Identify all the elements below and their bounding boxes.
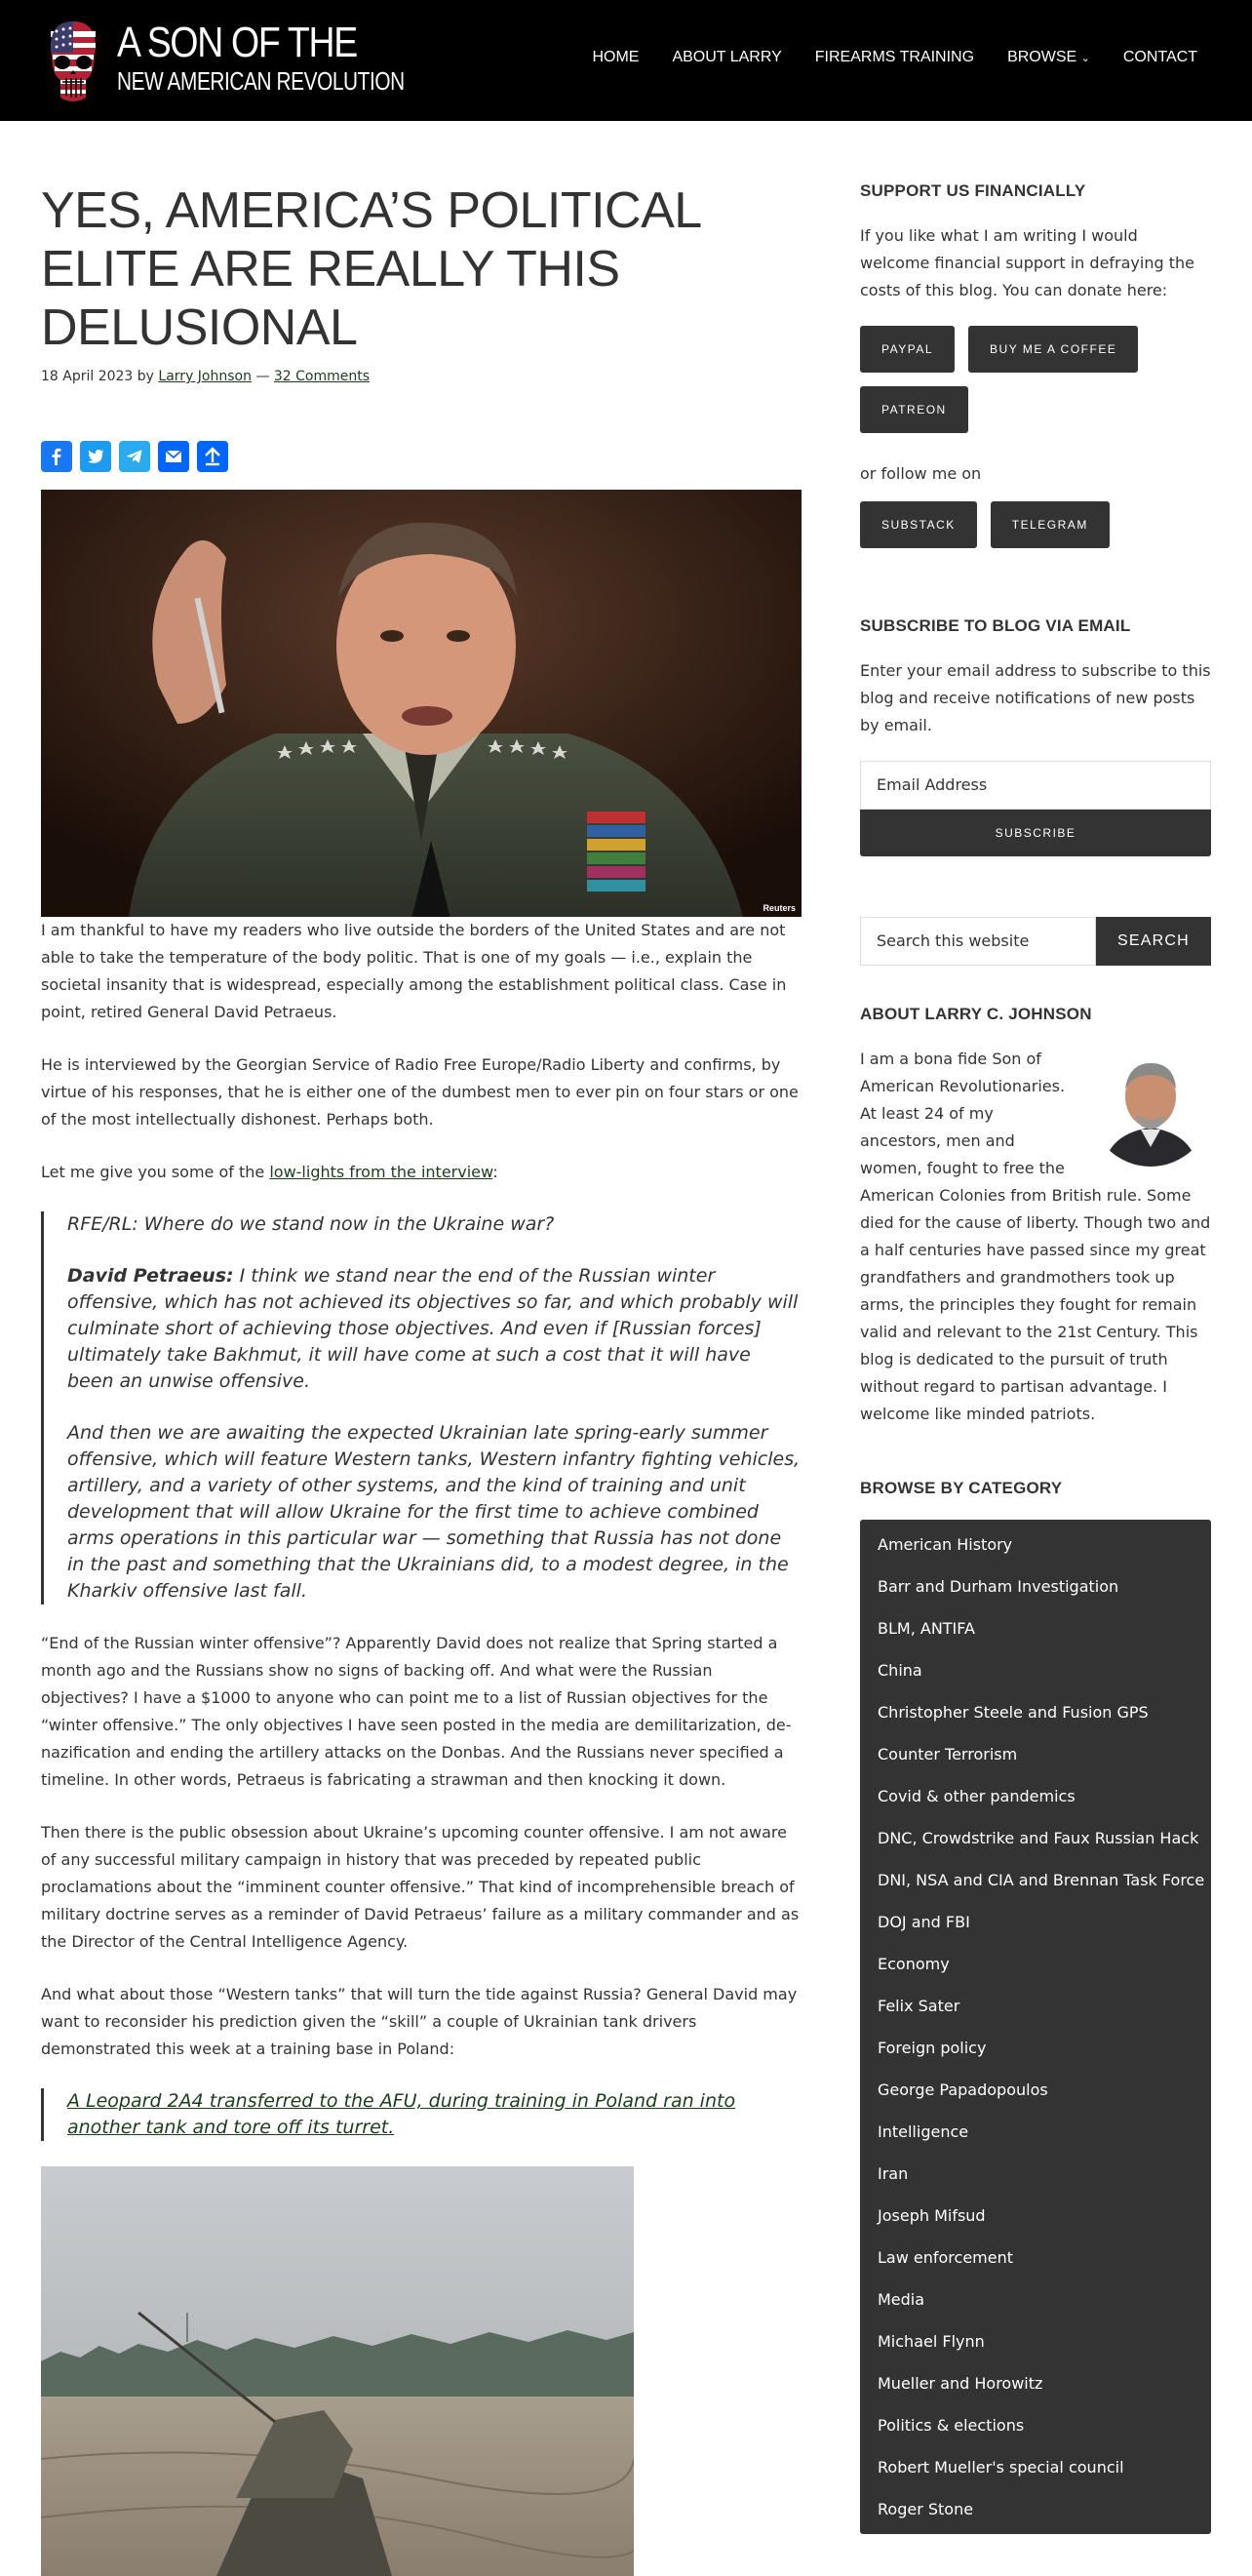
nav-firearms-training[interactable]: FIREARMS TRAINING: [814, 49, 975, 65]
meta-separator: —: [255, 369, 270, 384]
category-item[interactable]: DOJ and FBI: [878, 1913, 970, 1931]
share-bar: [41, 441, 802, 472]
support-title: SUPPORT US FINANCIALLY: [860, 181, 1086, 200]
category-item[interactable]: American History: [878, 1535, 1013, 1554]
category-list: [860, 1520, 1211, 2534]
category-item[interactable]: Mueller and Horowitz: [878, 2374, 1043, 2393]
paragraph-1: I am thankful to have my readers who live outside the borders of the United States and are not able to take the temperature of the body politic. That is one of my goals — i.e., explain the societal insanity that is widespread, especially among the establishment political class. Case in point, retired General David Petraeus.: [41, 921, 787, 1021]
follow-buttons: [860, 501, 1211, 548]
article: [41, 181, 802, 2576]
category-item[interactable]: Politics & elections: [878, 2416, 1025, 2435]
paragraph-3: [41, 1159, 802, 1186]
category-item[interactable]: Intelligence: [878, 2122, 969, 2141]
category-item[interactable]: Counter Terrorism: [878, 1745, 1018, 1764]
category-item[interactable]: Covid & other pandemics: [878, 1787, 1076, 1805]
logo-subtitle: NEW AMERICAN REVOLUTION: [117, 66, 405, 96]
interview-quote: [41, 1211, 802, 1605]
category-item[interactable]: DNC, Crowdstrike and Faux Russian Hack: [878, 1829, 1199, 1847]
photo-credit: Reuters: [763, 903, 796, 913]
chevron-down-icon: ⌄: [1080, 53, 1090, 64]
leopard-link[interactable]: A Leopard 2A4 transferred to the AFU, during training in Poland ran into another tank and tore off its turret.: [67, 2090, 736, 2138]
category-item[interactable]: China: [878, 1661, 922, 1680]
donate-buttons: [860, 326, 1211, 433]
patreon-button[interactable]: PATREON: [860, 386, 968, 433]
nav-contact[interactable]: CONTACT: [1122, 49, 1197, 65]
browse-widget: [860, 1479, 1211, 2534]
post-meta: [41, 369, 802, 384]
paragraph-3-pre: Let me give you some of the: [41, 1163, 270, 1181]
author-avatar: [1090, 1046, 1211, 1167]
subscribe-title: SUBSCRIBE TO BLOG VIA EMAIL: [860, 616, 1131, 635]
category-item[interactable]: Joseph Mifsud: [878, 2206, 986, 2225]
quote-answer-1-text: I think we stand near the end of the Russian winter offensive, which has not achieved its objectives so far, and which probably will culminate short of achieving those objectives. And even if [Russian forces] ultimately take Bakhmut, it will have come at such a cost that it will have been an unwise offensive.: [67, 1265, 799, 1392]
category-item[interactable]: Robert Mueller's special council: [878, 2458, 1124, 2477]
category-item[interactable]: Roger Stone: [878, 2500, 974, 2518]
post-date: 18 April 2023: [41, 369, 134, 384]
post-by: by: [137, 369, 154, 384]
facebook-share-icon[interactable]: [41, 441, 72, 472]
leopard-quote: [41, 2088, 802, 2141]
paragraph-3-post: :: [492, 1163, 498, 1181]
search-widget: [860, 917, 1211, 966]
paragraph-4: “End of the Russian winter offensive”? Apparently David does not realize that Spring started a month ago and the Russians show no signs of backing off. And what were the Russian objectives? I have a $1000 to anyone who can point me to a list of Russian objectives for the “winter offensive.” The only objectives I have seen posted in the media are demilitarization, de-nazification and ending the artillery attacks on the Donbas. And the Russians never specified a timeline. In other words, Petraeus is fabricating a strawman and then knocking it down.: [41, 1634, 792, 1789]
about-title: ABOUT LARRY C. JOHNSON: [860, 1005, 1092, 1023]
sidebar: [860, 181, 1211, 2534]
browse-title: BROWSE BY CATEGORY: [860, 1479, 1063, 1497]
category-item[interactable]: BLM, ANTIFA: [878, 1619, 975, 1638]
site-header: [0, 0, 1252, 121]
category-item[interactable]: DNI, NSA and CIA and Brennan Task Force: [878, 1871, 1205, 1889]
quote-speaker: David Petraeus:: [67, 1265, 234, 1287]
category-item[interactable]: Christopher Steele and Fusion GPS: [878, 1703, 1149, 1722]
quote-answer-2: And then we are awaiting the expected Ukrainian late spring-early summer offensive, which will feature Western tanks, Western infantry fighting vehicles, artillery, and a variety of other systems, and the kind of training and unit development that will allow Ukraine for the first time to achieve combined arms operations in this particular war — something that Russia has not done in the past and something that the Ukrainians did, to a modest degree, in the Kharkiv offensive last fall.: [67, 1422, 801, 1602]
about-text: I am a bona fide Son of American Revolutionaries. At least 24 of my ancestors, men and women, fought to free the American Colonies from British rule. Some died for the cause of liberty. Though two and a half centuries have passed since my great grandfathers and grandmothers took up arms, the principles they fought for remain valid and relevant to the 21st Century. This blog is dedicated to the pursuit of truth without regard to partisan advantage. I welcome like minded patriots.: [860, 1050, 1211, 1423]
nav-browse-label: BROWSE: [1007, 49, 1077, 65]
search-button[interactable]: SEARCH: [1096, 917, 1211, 966]
nav-about-larry[interactable]: ABOUT LARRY: [672, 49, 782, 65]
email-share-icon[interactable]: [158, 441, 189, 472]
paragraph-2: He is interviewed by the Georgian Service of Radio Free Europe/Radio Liberty and confirms, by virtue of his responses, that he is either one of the dumbest men to ever pin on four stars or one of the most intellectually dishonest. Perhaps both.: [41, 1055, 799, 1129]
category-item[interactable]: Economy: [878, 1955, 950, 1973]
author-link[interactable]: Larry Johnson: [158, 369, 252, 384]
category-item[interactable]: Law enforcement: [878, 2248, 1014, 2267]
email-field[interactable]: Email Address: [860, 761, 1211, 810]
subscribe-widget: [860, 616, 1211, 856]
category-item[interactable]: Foreign policy: [878, 2039, 987, 2057]
category-item[interactable]: Media: [878, 2290, 925, 2309]
search-input[interactable]: Search this website: [860, 917, 1096, 966]
quote-question: RFE/RL: Where do we stand now in the Ukraine war?: [67, 1213, 555, 1235]
subscribe-button[interactable]: SUBSCRIBE: [860, 810, 1211, 856]
buy-me-a-coffee-button[interactable]: BUY ME A COFFEE: [968, 326, 1138, 373]
telegram-button[interactable]: TELEGRAM: [991, 501, 1110, 548]
page-title: YES, AMERICA’S POLITICAL ELITE ARE REALLY THIS DELUSIONAL: [41, 182, 700, 356]
support-widget: [860, 181, 1211, 548]
share-plus-icon[interactable]: [197, 441, 228, 472]
substack-button[interactable]: SUBSTACK: [860, 501, 977, 548]
category-item[interactable]: Barr and Durham Investigation: [878, 1577, 1119, 1596]
subscribe-text: Enter your email address to subscribe to this blog and receive notifications of new posts by email.: [860, 661, 1211, 734]
punisher-skull-flag-icon: [41, 18, 105, 103]
tank-photo: [41, 2166, 634, 2576]
category-item[interactable]: Iran: [878, 2164, 909, 2183]
site-logo[interactable]: [41, 18, 405, 105]
category-item[interactable]: Michael Flynn: [878, 2332, 985, 2351]
paragraph-5: Then there is the public obsession about Ukraine’s upcoming counter offensive. I am not aware of any successful military campaign in history that was preceded by repeated public proclamations about the “imminent counter offensive.” That kind of incomprehensible breach of military doctrine serves as a reminder of David Petraeus’ failure as a military commander and as the Director of the Central Intelligence Agency.: [41, 1823, 800, 1951]
article-body: [41, 917, 802, 2576]
follow-text: or follow me on: [860, 464, 982, 483]
telegram-share-icon[interactable]: [119, 441, 150, 472]
support-text: If you like what I am writing I would welcome financial support in defraying the costs of this blog. You can donate here:: [860, 226, 1194, 299]
category-item[interactable]: Felix Sater: [878, 1997, 960, 2015]
nav-browse[interactable]: [1007, 49, 1090, 66]
logo-title: A SON OF THE: [117, 19, 357, 66]
nav-home[interactable]: HOME: [592, 49, 640, 65]
main-nav: [559, 49, 1197, 66]
interview-link[interactable]: low-lights from the interview: [269, 1163, 493, 1181]
twitter-share-icon[interactable]: [80, 441, 111, 472]
comments-link[interactable]: 32 Comments: [273, 369, 371, 384]
about-widget: [860, 1005, 1211, 1428]
quote-answer-1: [67, 1263, 802, 1395]
petraeus-photo: [41, 490, 802, 917]
about-body: [860, 1046, 1211, 1428]
leopard-quote-paragraph: [67, 2088, 802, 2141]
category-item[interactable]: George Papadopoulos: [878, 2081, 1048, 2099]
paypal-button[interactable]: PAYPAL: [860, 326, 955, 373]
paragraph-6: And what about those “Western tanks” that will turn the tide against Russia? General David may want to reconsider his prediction given the “skill” a couple of Ukrainian tank drivers demonstrated this week at a training base in Poland:: [41, 1985, 798, 2058]
